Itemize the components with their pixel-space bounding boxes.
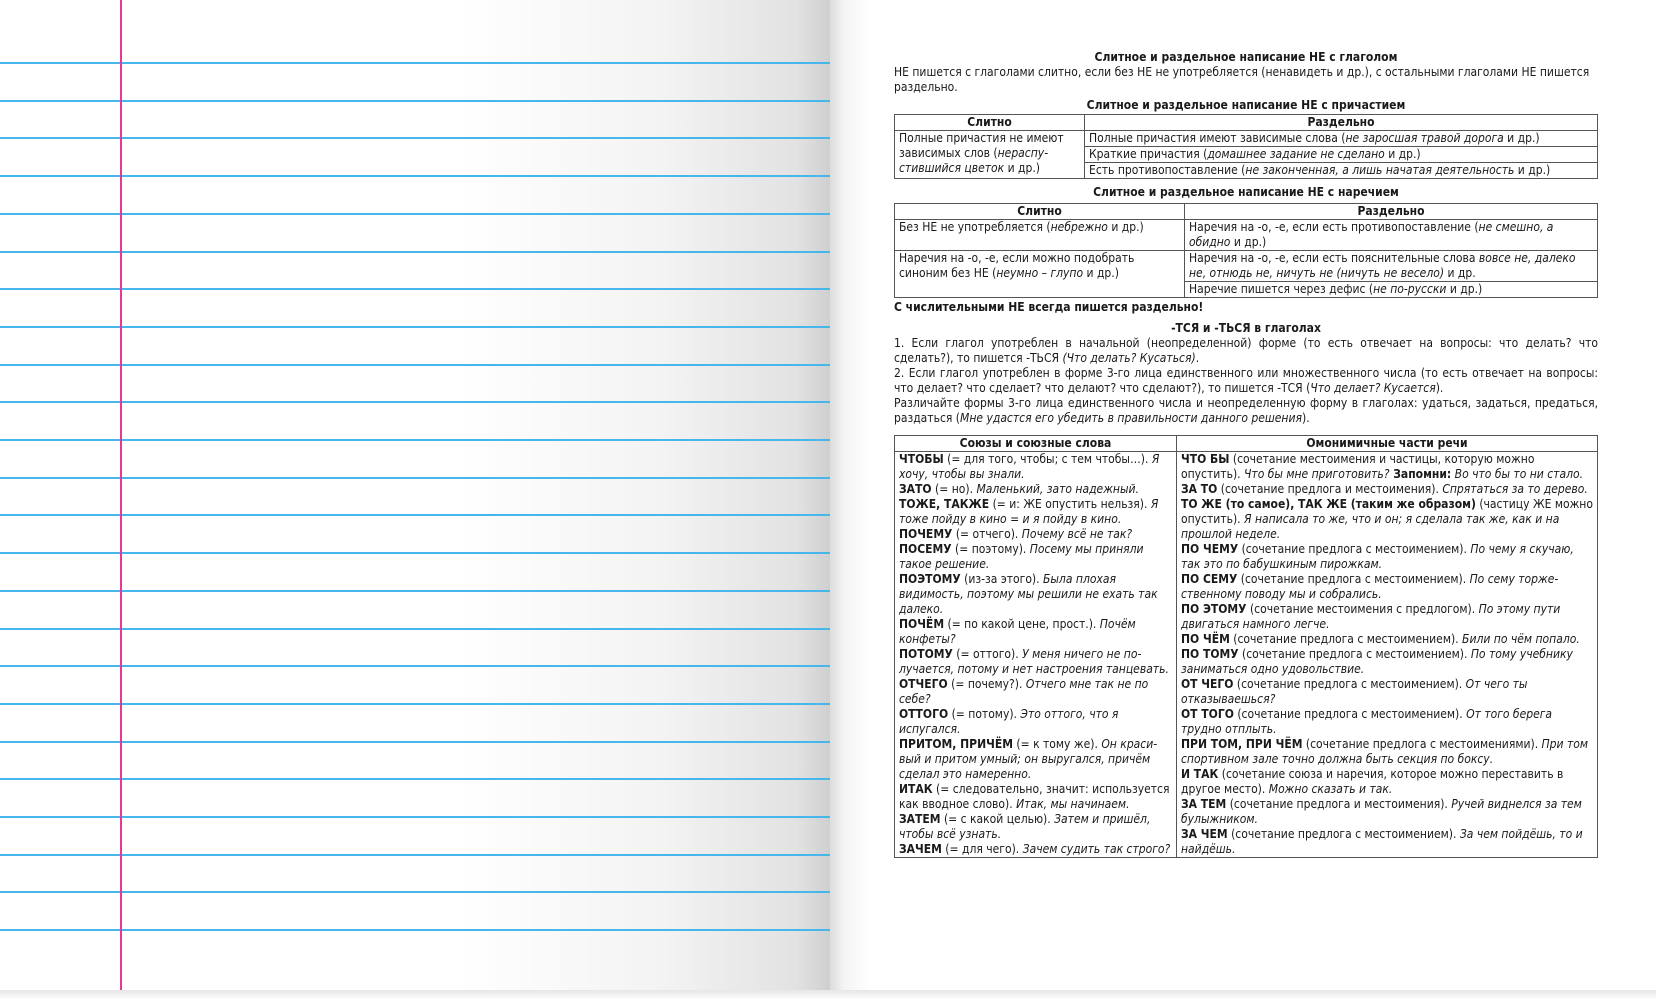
ruled-line <box>0 477 830 479</box>
text: (= поэтому). <box>951 542 1030 556</box>
text: ). <box>1435 381 1444 395</box>
ruled-line <box>0 854 830 856</box>
text: (= для того, чтобы; с тем чтобы…). <box>943 452 1152 466</box>
example: Во что бы то ни стало. <box>1451 467 1584 481</box>
ruled-line <box>0 364 830 366</box>
term: ЗАТО <box>899 482 932 496</box>
ruled-line <box>0 891 830 893</box>
term: ОТЧЕГО <box>899 677 948 691</box>
text: (= оттого). <box>952 647 1023 661</box>
entry <box>1181 632 1593 647</box>
text: . <box>1195 351 1200 365</box>
homonyms-column <box>1177 452 1598 858</box>
example: Били по чём попало. <box>1462 632 1580 646</box>
term: ТОЖЕ, ТАКЖЕ <box>899 497 990 511</box>
text: (= но). <box>931 482 977 496</box>
example: Что бы мне приготовить? <box>1244 467 1390 481</box>
entry <box>899 452 1172 482</box>
text: (сочетание местоимения с предлогом). <box>1246 602 1479 616</box>
text: (сочетание предлога с местоимением). <box>1227 827 1460 841</box>
term: ОТ ЧЕГО <box>1181 677 1234 691</box>
ruled-line <box>0 514 830 516</box>
term: ЗА ТЕМ <box>1181 797 1227 811</box>
ruled-line <box>0 929 830 931</box>
verb-rule-text: НЕ пишется с глаголами слитно, если без НЕ не употребляется (ненавидеть и др.), с остальными глаголами НЕ пишется раздельно. <box>894 65 1590 94</box>
example: По чему я скучаю, так это по бабушкиным пирожкам. <box>1181 542 1574 571</box>
example: Почём конфеты? <box>899 617 1136 646</box>
term: И ТАК <box>1181 767 1219 781</box>
term: ПРИ ТОМ, ПРИ ЧЁМ <box>1181 737 1303 751</box>
entry <box>899 737 1172 782</box>
text: и др. <box>1444 266 1476 280</box>
entry <box>1181 797 1593 827</box>
ruled-line <box>0 778 830 780</box>
adverb-table <box>894 203 1598 298</box>
example: Итак, мы начинаем. <box>1016 797 1130 811</box>
ruled-line <box>0 62 830 64</box>
entry <box>899 707 1172 737</box>
ruled-line <box>0 628 830 630</box>
entry <box>1181 677 1593 707</box>
entry <box>1181 737 1593 767</box>
text: 1. Если глагол употреблен в начальной (неопределенной) форме (то есть отвечает на вопросы: что делать? что сделать?), то пишется -ТЬСЯ <box>894 336 1598 365</box>
margin-line <box>120 0 122 990</box>
text: и др.) <box>1503 131 1540 145</box>
example: нераспустившийся цветок <box>899 146 1049 175</box>
section-title-participle: Слитное и раздельное написание НЕ с причастием <box>1086 98 1406 112</box>
entry <box>899 527 1172 542</box>
term: ОТТОГО <box>899 707 949 721</box>
participle-together-cell <box>895 131 1085 179</box>
term: ЗАЧЕМ <box>899 842 942 856</box>
example: У меня ничего не получается, потому и нет настроения танцевать. <box>899 647 1169 676</box>
example: Это оттого, что я испугался. <box>899 707 1119 736</box>
text: Полные причастия имеют зависимые слова ( <box>1089 131 1346 145</box>
term: ЗАТЕМ <box>899 812 941 826</box>
text: (сочетание предлога с местоимением). <box>1229 632 1463 646</box>
adverb-header-separate: Раздельно <box>1185 204 1598 220</box>
text: (= следовательно, значит: используется как вводное слово). <box>899 782 1170 811</box>
text: (сочетание предлога и местоимения). <box>1217 482 1443 496</box>
example: не смешно, а обидно <box>1189 220 1554 249</box>
example: небрежно <box>1050 220 1108 234</box>
text: Наречия на -о, -е, если есть противопоставление ( <box>1189 220 1479 234</box>
term: ЗА ЧЕМ <box>1181 827 1228 841</box>
participle-separate-row <box>1085 163 1598 179</box>
term: ПОТОМУ <box>899 647 953 661</box>
term: ОТ ТОГО <box>1181 707 1234 721</box>
section-title-adverb: Слитное и раздельное написание НЕ с наречием <box>1093 185 1399 199</box>
page-bottom-edge <box>0 990 1656 1000</box>
term: ПОЭТОМУ <box>899 572 961 586</box>
entry <box>899 782 1172 812</box>
ruled-line <box>0 590 830 592</box>
numeral-note: С числительными НЕ всегда пишется раздельно! <box>894 300 1204 314</box>
text: (= потому). <box>948 707 1021 721</box>
term: ТО ЖЕ (то самое), ТАК ЖЕ (таким же образом) <box>1181 497 1476 511</box>
text: и др.) <box>1083 266 1119 280</box>
example: (Что делать? Кусаться) <box>1062 351 1196 365</box>
term: ЗА ТО <box>1181 482 1218 496</box>
text: Наречия на -о, -е, если есть пояснительные слова <box>1189 251 1479 265</box>
example: Зачем судить так строго? <box>1022 842 1171 856</box>
reference-content <box>894 50 1598 858</box>
conjunctions-header: Союзы и союзные слова <box>895 436 1177 452</box>
text: (сочетание предлога с местоимением). <box>1233 707 1467 721</box>
text: (= почему?). <box>947 677 1026 691</box>
term: ИТАК <box>899 782 933 796</box>
text: (сочетание предлога и местоимения). <box>1226 797 1452 811</box>
example: Можно сказать и так. <box>1268 782 1393 796</box>
text: Различайте формы 3-го лица единственного числа и неопределенную форму в глаголах: удаться, задаться, предаться, раздаться ( <box>894 396 1598 425</box>
conjunctions-table <box>894 435 1598 858</box>
entry <box>1181 482 1593 497</box>
example: По тому учебнику заниматься одно удовольствие. <box>1181 647 1573 676</box>
text: (= по какой цене, прост.). <box>944 617 1100 631</box>
entry <box>899 617 1172 647</box>
entry <box>1181 767 1593 797</box>
entry <box>899 812 1172 842</box>
example: Я тоже пойду в кино = и я пойду в кино. <box>899 497 1159 526</box>
entry <box>1181 602 1593 632</box>
text: Краткие причастия ( <box>1089 147 1208 161</box>
example: Отчего мне так не по себе? <box>899 677 1149 706</box>
term: ПОСЕМУ <box>899 542 952 556</box>
term: ПО СЕМУ <box>1181 572 1238 586</box>
text: (сочетание предлога с местоимением). <box>1238 542 1471 556</box>
text: (сочетание предлога с местоимением). <box>1238 647 1471 661</box>
term: ПРИТОМ, ПРИЧЁМ <box>899 737 1013 751</box>
tsya-rule-2 <box>894 366 1598 396</box>
example: По сему торжественному поводу мы и собрались. <box>1181 572 1559 601</box>
example: По этому пути двигаться намного легче. <box>1181 602 1561 631</box>
adverb-together-row <box>895 251 1185 298</box>
participle-header-separate: Раздельно <box>1085 115 1598 131</box>
ruled-line <box>0 326 830 328</box>
text: и др.) <box>1514 163 1551 177</box>
text: и др.) <box>1230 235 1267 249</box>
term: ПО ТОМУ <box>1181 647 1239 661</box>
example: Спрятаться за то дерево. <box>1442 482 1588 496</box>
ruled-line <box>0 401 830 403</box>
homonyms-header: Омонимичные части речи <box>1177 436 1598 452</box>
text: (= и: ЖЕ опустить нельзя). <box>989 497 1151 511</box>
adverb-separate-row <box>1185 251 1598 282</box>
entry <box>1181 572 1593 602</box>
tsya-rule-1 <box>894 336 1598 366</box>
term: ПОЧЕМУ <box>899 527 953 541</box>
example: Маленький, зато надежный. <box>976 482 1139 496</box>
text: 2. Если глагол употреблен в форме 3-го лица единственного или множественного числа (то есть отвечает на вопросы: что делает? что сделает? что делают? что сделают?), то пишется -ТСЯ ( <box>894 366 1598 395</box>
term: ПО ЧЕМУ <box>1181 542 1239 556</box>
participle-separate-row <box>1085 131 1598 147</box>
ruled-line <box>0 175 830 177</box>
example: За чем пойдёшь, то и найдёшь. <box>1181 827 1583 856</box>
ruled-line <box>0 703 830 705</box>
text: (сочетание местоимения и частицы, которую можно опустить). <box>1181 452 1535 481</box>
text: Есть противопоставление ( <box>1089 163 1246 177</box>
ruled-line <box>0 816 830 818</box>
text: и др.) <box>1384 147 1421 161</box>
text: (= для чего). <box>941 842 1023 856</box>
example: Была плохая видимость, поэтому мы решили не ехать так далеко. <box>899 572 1158 616</box>
entry <box>1181 497 1593 542</box>
text: и др.) <box>1446 282 1483 296</box>
term: ПО ЭТОМУ <box>1181 602 1247 616</box>
entry <box>899 497 1172 527</box>
entry <box>1181 707 1593 737</box>
example: От чего ты отказываешься? <box>1181 677 1528 706</box>
text: (= с какой целью). <box>940 812 1055 826</box>
example: Посему мы приняли такое решение. <box>899 542 1144 571</box>
adverb-separate-row <box>1185 282 1598 298</box>
ruled-line <box>0 552 830 554</box>
example: вовсе не, далеко не, отнюдь не, ничуть не (ничуть не весело) <box>1189 251 1576 280</box>
ruled-line <box>0 137 830 139</box>
ruled-line <box>0 665 830 667</box>
text: Наречия на -о, -е, если можно подобрать синоним без НЕ ( <box>899 251 1135 280</box>
ruled-line <box>0 439 830 441</box>
participle-header-together: Слитно <box>895 115 1085 131</box>
entry <box>899 647 1172 677</box>
text: (частицу ЖЕ можно опустить). <box>1181 497 1593 526</box>
tsya-rule-3 <box>894 396 1598 426</box>
section-title-tsya: -ТСЯ и -ТЬСЯ в глаголах <box>1171 321 1321 335</box>
example: Я хочу, чтобы вы знали. <box>899 452 1160 481</box>
example: неумно – глупо <box>996 266 1084 280</box>
text: (сочетание союза и наречия, которое можно переставить в другое место). <box>1181 767 1564 796</box>
example: Мне удастся его убедить в правильности данного решения <box>960 411 1302 425</box>
example: Почему всё не так? <box>1021 527 1133 541</box>
text: (сочетание предлога с местоимением). <box>1237 572 1470 586</box>
conjunctions-column <box>895 452 1177 858</box>
example: От того берега трудно отплыть. <box>1181 707 1553 736</box>
term: ПОЧЁМ <box>899 617 945 631</box>
entry <box>899 482 1172 497</box>
example: не заросшая травой дорога <box>1345 131 1504 145</box>
example: Затем и пришёл, чтобы всё узнать. <box>899 812 1151 841</box>
term: ПО ЧЁМ <box>1181 632 1230 646</box>
participle-table <box>894 114 1598 179</box>
text: (= к тому же). <box>1012 737 1102 751</box>
example: Что делает? Кусается <box>1310 381 1436 395</box>
example: домашнее задание не сделано <box>1207 147 1385 161</box>
ruled-line <box>0 100 830 102</box>
text: (= отчего). <box>952 527 1022 541</box>
entry <box>899 842 1172 857</box>
entry <box>1181 542 1593 572</box>
text: Полные причастия не имеют зависимых слов ( <box>899 131 1064 160</box>
example: При том спортивном зале точно должна быть секция по боксу. <box>1181 737 1588 766</box>
example: не законченная, а лишь начатая деятельность <box>1245 163 1515 177</box>
section-title-verb: Слитное и раздельное написание НЕ с глаголом <box>1094 50 1398 64</box>
entry <box>1181 647 1593 677</box>
ruled-line <box>0 251 830 253</box>
adverb-together-row <box>895 220 1185 251</box>
term: ЧТО БЫ <box>1181 452 1230 466</box>
text: (сочетание предлога с местоимением). <box>1233 677 1466 691</box>
text: и др.) <box>1004 161 1040 175</box>
entry <box>899 677 1172 707</box>
ruled-line <box>0 213 830 215</box>
text: (из-за этого). <box>960 572 1043 586</box>
term: Запомни: <box>1389 467 1452 481</box>
ruled-line <box>0 288 830 290</box>
text: Наречие пишется через дефис ( <box>1189 282 1374 296</box>
text: и др.) <box>1107 220 1144 234</box>
text: (сочетание предлога с местоимениями). <box>1302 737 1542 751</box>
example: Он красивый и притом умный; он выругался, причём сделал это намеренно. <box>899 737 1158 781</box>
entry <box>1181 827 1593 857</box>
example: Я написала то же, что и он; я сделала так же, как и на прошлой неделе. <box>1181 512 1560 541</box>
example: не по-русски <box>1373 282 1447 296</box>
ruled-line <box>0 741 830 743</box>
entry <box>899 572 1172 617</box>
entry <box>1181 452 1593 482</box>
entry <box>899 542 1172 572</box>
text: Без НЕ не употребляется ( <box>899 220 1051 234</box>
text: ). <box>1302 411 1310 425</box>
notebook-left-page <box>0 0 830 990</box>
adverb-separate-row <box>1185 220 1598 251</box>
example: Ручей виднелся за тем булыжником. <box>1181 797 1582 826</box>
participle-separate-row <box>1085 147 1598 163</box>
term: ЧТОБЫ <box>899 452 944 466</box>
adverb-header-together: Слитно <box>895 204 1185 220</box>
